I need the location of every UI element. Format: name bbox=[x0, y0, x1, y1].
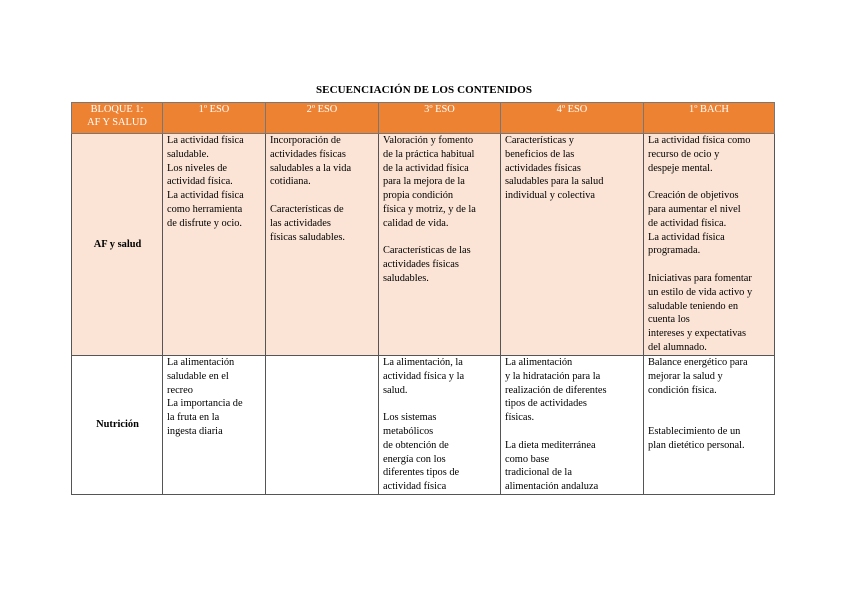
table-row-nutricion bbox=[72, 356, 775, 495]
header-4-eso: 4º ESO bbox=[501, 103, 644, 134]
cell-af-1-bach: La actividad física como recurso de ocio y despeje mental. Creación de objetivos para aumentar el nivel de actividad física. La actividad física programada. Iniciativas para fomentar un estilo de vida activo y saludable teniendo en cuenta los intereses y expectativas del alumnado. bbox=[644, 134, 775, 356]
cell-nut-1-eso: La alimentación saludable en el recreo La importancia de la fruta en la ingesta diaria bbox=[163, 356, 266, 495]
cell-af-2-eso: Incorporación de actividades físicas saludables a la vida cotidiana. Características de las actividades físicas saludables. bbox=[266, 134, 379, 356]
header-2-eso: 2º ESO bbox=[266, 103, 379, 134]
cell-af-1-eso: La actividad física saludable. Los niveles de actividad física. La actividad física como herramienta de disfrute y ocio. bbox=[163, 134, 266, 356]
cell-nut-4-eso: La alimentación y la hidratación para la realización de diferentes tipos de actividades físicas. La dieta mediterránea como base tradicional de la alimentación andaluza bbox=[501, 356, 644, 495]
table-row-af-salud bbox=[72, 134, 775, 356]
cell-nut-3-eso: La alimentación, la actividad física y la salud. Los sistemas metabólicos de obtención de energía con los diferentes tipos de actividad física bbox=[379, 356, 501, 495]
document-title: SECUENCIACIÓN DE LOS CONTENIDOS bbox=[315, 84, 533, 96]
header-1-eso: 1º ESO bbox=[163, 103, 266, 134]
cell-nut-1-bach: Balance energético para mejorar la salud y condición física. Establecimiento de un plan dietético personal. bbox=[644, 356, 775, 495]
row-label-nutricion: Nutrición bbox=[72, 356, 163, 495]
cell-af-3-eso: Valoración y fomento de la práctica habitual de la actividad física para la mejora de la propia condición física y motriz, y de la calidad de vida. Características de las actividades físicas saludables. bbox=[379, 134, 501, 356]
header-1-bach: 1º BACH bbox=[644, 103, 775, 134]
header-row bbox=[72, 103, 775, 134]
row-label-af-salud: AF y salud bbox=[72, 134, 163, 356]
cell-af-4-eso: Características y beneficios de las actividades físicas saludables para la salud individual y colectiva bbox=[501, 134, 644, 356]
header-3-eso: 3º ESO bbox=[379, 103, 501, 134]
cell-nut-2-eso bbox=[266, 356, 379, 495]
content-sequence-table bbox=[71, 102, 775, 495]
header-block: BLOQUE 1: AF Y SALUD bbox=[72, 103, 163, 134]
